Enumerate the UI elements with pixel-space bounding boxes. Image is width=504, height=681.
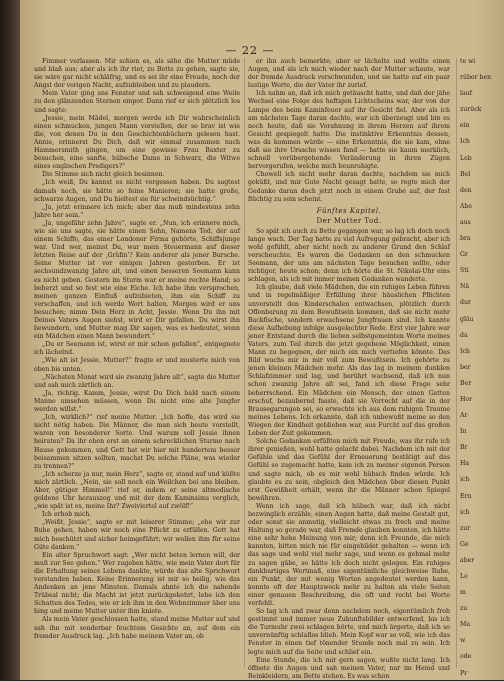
edge-strip-fragment: ode xyxy=(460,653,472,661)
column-divider xyxy=(244,58,245,668)
edge-strip-fragment: gläu xyxy=(460,315,474,323)
paragraph: Ich glaube, daß viele Mädchen, die ein ruhiges Leben führen und in regelmäßiger Erfüllung ihrer häuslichen Pflichten unverstellt den Kinderschalen entwachsen, plötzlich durch Offenbarung zu dem Bewußtsein kommen, daß sie nicht mehr Backfische, sondern erwachsene Jungfrauen sind. Ich kannte diese Aufhebung infolge ausgelachter Rede. Erst vier Jahre war jener Entstand durch die lieben selbstgemeinten Worte meines Vaters, zum Teil durch die jetzt gegebene Möglichkeit, einen Mann zu begegnen, der mich ein mich vertiefen könnte. Das Bild wuchs mir in mir voll zum Bewußtsein. Ich gehörte zu jenen kleinen Mädchen mehr. Als das lag in meinem dunklen Schlafzimmer und lag, und berührt wachsend, daß ich nun schon zwanzig Jahre alt sei, fand ich diese Frage sehr beherrschend. Ein Mädchen ein Mensch, der einen Gatten erschuf, bezaubernd fasste, daß sie Vorrecht auf die in der Brausegarungen sei, so erwachte ich aus dem ruhigen Traume meines Lebens. Ich erkannte, daß ich unbewußt meine so den Wiegen der Kindheit geblieben war, aus Furcht auf das großen Leben der Zeit gekommen. xyxy=(248,284,450,438)
edge-strip-fragment: Ern xyxy=(460,492,472,500)
paragraph: „Nächsten Monat wird sie zwanzig Jahre alt“, sagte die Mutter und sah mich zärtlich an. xyxy=(34,373,240,389)
page-number: — 22 — xyxy=(225,44,275,57)
paragraph: Ich nahm an, daß ich mich getäuscht hatte, und daß der jähe Wechsel eine Folge des heftigen Lichtscheins war, der von der Lampe des beim Kaminfeuer auf ihr Gesicht fiel. Aber als ich am nächsten Tage daran dachte, war ich überzeugt und bin es noch heute, daß sie Vorahnung in ihrem Herzen auf ihrem Gesicht gespiegelt hatte. Die instinktive Erkenntnis dessen, was da kommen würde — eine Erkenntnis, die sie kam, ohne daß sie ihre Ursache wissen fand — hatte sie kaum merklich, schnell vorübergehende Veränderung in ihren Zügen hervorgerufen, welche mich beunruhigte. xyxy=(248,90,450,171)
edge-strip-fragment: te wi xyxy=(460,58,476,65)
edge-strip-fragment: w xyxy=(460,637,466,645)
paragraph: Ich erhob mich. xyxy=(42,511,92,519)
paragraph: Ein alter Spruchwort sagt: „Wer nicht beten lernen will, der muß zur See gehen.“ Wer zugeben hätte, wie mein Vater dort für die Erhaltung seines Lebens dankte, würde das alte Sprichwort verstanden haben. Keine Erinnerung ist mir so heilig, wie das Andenken an jene Minuten. Damals ahnte ich die nahende Trübsal nicht; die Macht ist jetzt zurückgekehrt, lebe ich den Schatten des Todes, wie er ich ihm in den Wohnzimmer über uns hing und meine Mutter unter ihm kniete. xyxy=(34,551,240,616)
edge-strip-fragment: Abe xyxy=(460,202,473,210)
paragraph: „Ich scherze ja nur, mein Herz“, sagte er, stand auf und küßte mich zärtlich. „Nein, sie soll noch ein Weilchen bei uns bleiben. Aber, gütiger Himmel!“ rief er, indem er seine altmodische goldene Uhr herauszog und mit der dem Kaminsims verglich, „wie spät ist es, meine Ihr? Zweiviertel auf zwölf!“ xyxy=(34,470,240,511)
paragraph: Mein Vater ging ans Fenster und sah schweigend eine Weile zu den glänzenden Sternen empor. Dann rief er sich plötzlich los und sagte: xyxy=(34,90,240,114)
paragraph: er ihn auch bemerkte; aber er lächelte und wollte einen Augen, und als ich mich wieder nach der Mutter schaute, war der fremde Ausdruck verschwunden, und sie hatte auf ein paar lustige Worte, die der Vater ihr zurief. xyxy=(248,58,450,90)
edge-strip-fragment: Pr xyxy=(460,669,468,677)
paragraph: „Ja, jetzt erinnere ich mich; aber das muß mindestens zehn Jahre her sein.“ xyxy=(34,203,240,219)
edge-strip-fragment: ich xyxy=(460,476,470,484)
edge-strip-fragment: rüber ben xyxy=(460,74,492,82)
edge-strip-fragment: Leb xyxy=(460,154,472,162)
paragraph: „Jessie, mein Mädel, morgen werde ich Dir wahrscheinlich einen schmucken, jungen Mann vorstellen, der so brav ist wie die, von denen Du in den Geschichtenbüchern gelesen hast. Annie, erinnerst Du Dich, daß wir einmal zusammen nach Hammersmith gingen, um eine gewisse Frau Baxter zu besuchen, eine sanfte, hübsche Dame in Schwarz, die Witwe eines englischen Predigers?“ xyxy=(34,114,240,171)
left-text-column xyxy=(34,58,240,670)
edge-strip-fragment: m xyxy=(460,589,466,597)
next-page-edge-strip xyxy=(460,58,504,677)
paragraph: So lag ich und zwar denn nachdem noch, eigentümlich froh gestimmt und immer neue Zukunftsbilder entwerfend, bis ich die Turmuhr zwei schlagen hörte, und mich ärgerte, daß ich so unvernünftig schlaflos blieb. Mein Kopf war so voll, wie ich das Fenster in einen tief tönender Stunde noch mal zu sein. Ich legte mich auf die Seite und schlief ein. xyxy=(248,608,450,656)
paragraph: „Ich weiß, Du kannst es nicht vergessen haben. Du sagtest damals noch, sie hätte so feine Manieren; sie hatte große, schwarze Augen, und Du hieltest sie für schwindsüchtig.“ xyxy=(34,179,240,203)
edge-strip-fragment: ber xyxy=(460,363,471,371)
paragraph: So spät ich auch zu Bette gegangen war, so lag ich doch noch lange wach. Der Tag hatte zu viel Aufregung gebracht, aber ich wohl gefühlt, aber nicht noch zu anderer Grund den Schlaf verscheuchte. Es waren die Gedanken an den schmucken Seemann, der uns am nächsten Tage besuchen sollte, oder richtiger, heute schon; denn ich hörte die St. Nikolai-Uhr eins schlagen, als ich mit immer meinen Gedanken wanderte. xyxy=(248,227,450,284)
edge-strip-fragment: In xyxy=(460,428,467,436)
edge-strip-fragment: bra xyxy=(460,235,471,243)
paragraph: „Ja, richtig. Kamm, Jessie, wirst Du Dich bald nach einem Manne umsehen müssen, wenn Du nicht eine alte Jungfer werden willst.“ xyxy=(34,389,240,414)
column-divider xyxy=(456,58,457,668)
edge-strip-fragment: Ber xyxy=(460,379,472,387)
chapter-title: Fünftes Kapitel. xyxy=(316,206,382,215)
edge-strip-fragment: zurück xyxy=(460,106,482,114)
paragraph: „Weißt, Jessie“, sagte er mit leiserer Stimme; „ehe wir zur Ruhe gehen, haben wir noch eine Pflicht zu erfüllen. Gott hat mich beschützt und sicher heimgeführt; wir wollen ihm für seine Güte danken.“ xyxy=(34,519,240,551)
paragraph: „Du er Seemann ist, wirst er mir schon gefallen“, entgegnete ich lächelnd. xyxy=(34,341,240,357)
paragraph: Als mein Vater geschlossen hatte, stand meine Mutter auf und sah ihn mit sonderbar feuchtem Gesichte an, auf dem ein fremder Ausdruck lag. „Ich habe meinem Vater an, ob xyxy=(34,616,240,640)
edge-strip-fragment: Ha xyxy=(460,460,470,468)
paragraph: Solche Gedanken erfüllten mich mit Freude, was ihr rufe ich ihrer genießen, wohl hatte gelacht dabei. Nachdem ich mit der Gefühle und das Gefühl der Erneuerung bestätigt auf das Gefühl so zugemacht hatte, kam ich zu meiner eigenen Person und sagte mich, ob es mir wohl hübsch finden würde. Ich glaubte es zu sein, obgleich den Mädchen über diesen Punkt erst Gewißheit erhält, wenn ihr die Männer schon Spiegel bewähren. xyxy=(248,438,450,502)
paragraph: Wenn ich sage, daß ich hübsch war, daß ich nicht bezwinglich erzähle, einen Augen hatte, daß meine Gestalt gut, oder sonst sie anmutig, vielleicht etwas zu frech und meine Haltung so gerade war, daß Fremde glauben konnten, ich hätte eine sehr hohe Meinung von mir; denn ich Freunde, die mich kannten, bitten mich nie für eingebildet gehalten — wenn ich das sage und wohl viel mehr sage, und wenn es gehmal mehr zu sagen gäbe, so hätte ich doch nicht gelogen. Ein ruhiges dankbartiges Wertmaß, eine eigentümliche gleichweise Ruhe, ein Punkt, der mit wenig Worten angedeutet werden kann, konnte oft der Hauptzweck mehr zu halten als viele Seiten einer genauen Beschreibung, die oft und recht bei Worte verfehlt. xyxy=(248,502,450,607)
edge-strip-fragment: Bel xyxy=(460,170,471,178)
paragraph: Eine Stunde, die ich mir gern sagen, wußte nicht lang. Ich öffnete die Augen und sah meinen Vater, nur im Hemd und Beinkleidern, am Bette stehen. Es was schon xyxy=(248,656,450,680)
edge-strip-fragment: ich xyxy=(460,508,470,516)
edge-strip-fragment: Gr xyxy=(460,251,468,259)
edge-strip-fragment: aus xyxy=(460,218,471,226)
paragraph: „Wie alt ist Jessie, Mutter?“ fragte er und musterte mich von oben bis unten. xyxy=(34,357,240,373)
edge-strip-fragment: Ge xyxy=(460,540,469,548)
edge-strip-fragment: ein xyxy=(460,122,470,130)
paragraph: „Ich, wirklich?“ rief meine Mutter. „Ich hoffe, das wird sie nicht nötig haben. Die Männer, die man sich heute vorstellt, waren von besonderer Sorte. Und warum soll Jessie ihnen heiraten? Da ihr eben erst an einem schrecklichen Sturme nach Hause gekommen, und Gott hat wir hier mit hundertem besser beisammen sitzen sollten, machst Du solche Pläne, was wieder zu trennen?“ xyxy=(34,414,240,470)
edge-strip-fragment: Ar xyxy=(460,412,468,420)
edge-strip-fragment: zur xyxy=(460,524,471,532)
edge-strip-fragment: Ich xyxy=(460,138,470,146)
edge-strip-fragment: da xyxy=(460,331,468,339)
edge-strip-fragment: den xyxy=(460,186,472,194)
paragraph: Fimmer verlassen. Mir schien es, als sähe die Mutter müde und blaß aus; aber als ich ihr riet, zu Bette zu gehen, sagte sie, sie wäre gar nicht schläfrig, und es sei ihr eine Freude, noch der Angst der vorigen Nacht, aufzubleiben und zu plaudern. xyxy=(34,58,240,90)
book-page xyxy=(20,0,504,680)
edge-strip-fragment: aber xyxy=(460,556,475,564)
edge-strip-fragment: Sti xyxy=(460,267,469,275)
edge-strip-fragment: Le xyxy=(460,573,468,580)
edge-strip-fragment: Ich xyxy=(460,347,470,355)
edge-strip-fragment: Nä xyxy=(460,283,470,291)
book-binding-edge xyxy=(0,0,20,680)
chapter-subtitle: Der Mutter Tod. xyxy=(316,216,382,225)
edge-strip-fragment: dur xyxy=(460,299,471,307)
paragraph: Die Stimme sich nicht gleich besinnen. xyxy=(42,171,165,179)
right-text-column xyxy=(248,58,450,680)
edge-strip-fragment: Hor xyxy=(460,395,473,403)
edge-strip-fragment: Br xyxy=(460,444,468,452)
paragraph: Chowell ich nicht mehr daran dachte, nachdem sie mich geküßt, und mir Gute Nacht gesagt hatte, so regte mich der Gedanke daran doch jetzt noch in einem Grabe auf, der fast flüchtig zu sein scheint. xyxy=(248,171,450,203)
edge-strip-fragment: lauf xyxy=(460,90,472,98)
edge-strip-fragment: Ma xyxy=(460,621,471,629)
paragraph: „Ja, ungefähr zehn Jahre“, sagte er. „Nun, ich erinnere mich, wie sie uns sagte, sie hätte einen Sohn, Namens Ted, der auf einem Schiffe, das einer Londoner Firma gehörte, Schiffsjunge war. Und wer, meinst Du, war mein Steuermann auf dieser letzten Reise auf der ‚Gräfin‘? Kein anderer als jener Bursche. Seine Mutter ist vor einigen Jahren gestorben. Er ist sechsundzwanzig Jahre alt, und einen besseren Seemann kann es nicht geben. Gestern im Sturm war er meine rechte Hand; so beherzt und so fest wie eine Eiche. Ich habe ihm versprochen, meinen ganzen Einfluß aufzubieten, ihm ein Schiff zu verschaffen, und ich werde Wort halten. Morgen wird er uns besuchen; nimm Dein Herz in Acht, Jessie. Wenn Du ihn mit Deines Vaters Augen siehst, wird er Dir gefallen. Du wirst ihn bewundern, und Mutter mag Dir sagen, was es bedeutet, wenn ein Mädchen einen Mann bewundert.“ xyxy=(34,219,240,341)
edge-strip-fragment: zu xyxy=(460,605,468,613)
